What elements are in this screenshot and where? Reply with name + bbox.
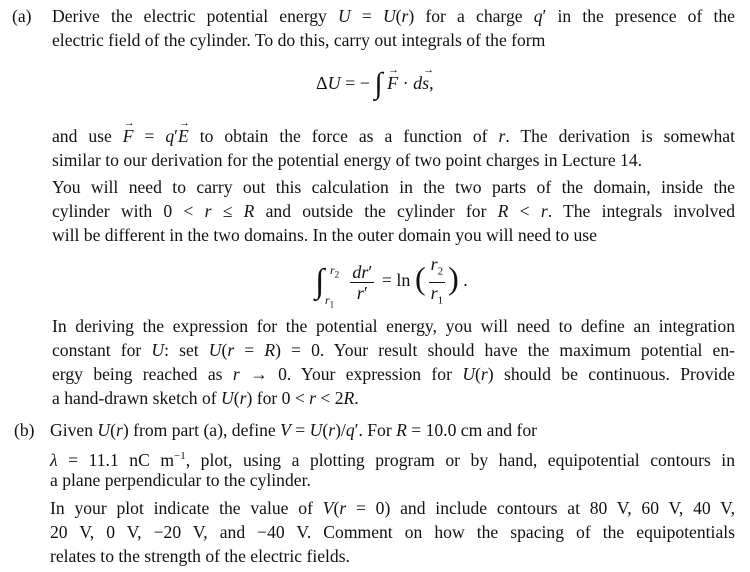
part-b-line-3: a plane perpendicular to the cylinder. — [50, 470, 311, 490]
part-a-line-6: cylinder with 0 < r ≤ R and outside the cylinder for R < r. The integrals involved — [52, 201, 735, 221]
equation-log-integral: ∫ $r_2$ $r_1$ $\frac{dr'}{r'}$ = ln ( $\frac{r_2}{r_1}$ ) . — [315, 254, 468, 310]
part-a-line-1: Derive the electric potential energy U = U(r) for a charge q′ in the presence of the — [52, 6, 735, 26]
part-b-line-4: In your plot indicate the value of V(r = 0) and include contours at 80 V, 60 V, 40 V, — [50, 498, 736, 518]
part-b-line-6: relates to the strength of the electric fields. — [50, 546, 350, 566]
part-a-line-8: In deriving the expression for the potential energy, you will need to define an integration — [52, 316, 735, 336]
part-a-line-2: electric field of the cylinder. To do this, carry out integrals of the form — [52, 30, 546, 50]
part-a-line-11: a hand-drawn sketch of U(r) for 0 < r < 2R. — [52, 388, 359, 408]
part-a-line-7: will be different in the two domains. In the outer domain you will need to use — [52, 225, 597, 245]
part-a-line-5: You will need to carry out this calculation in the two parts of the domain, inside the — [52, 177, 735, 197]
part-b-line-2: λ = 11.1 nC $m^{-1}$, plot, using a plotting program or by hand, equipotential contours in — [50, 449, 735, 470]
part-b-label: (b) — [14, 420, 35, 440]
part-a-line-4: similar to our derivation for the potential energy of two point charges in Lecture 14. — [52, 150, 643, 170]
equation-delta-u: ΔU = − ∫ F → · ds →, — [316, 68, 434, 95]
part-a-line-10: ergy being reached as r → 0. Your expression for U(r) should be continuous. Provide — [52, 364, 735, 384]
part-a-line-3: and use F → = q′E → to obtain the force as a function of r. The derivation is somewhat — [52, 124, 735, 148]
part-a-label: (a) — [12, 6, 32, 26]
part-a-line-9: constant for U: set U(r = R) = 0. Your result should have the maximum potential en- — [52, 340, 735, 360]
part-b-line-1: Given U(r) from part (a), define V = U(r)/q′. For R = 10.0 cm and for — [50, 420, 537, 440]
part-b-line-5: 20 V, 0 V, −20 V, and −40 V. Comment on how the spacing of the equipotentials — [50, 522, 735, 542]
